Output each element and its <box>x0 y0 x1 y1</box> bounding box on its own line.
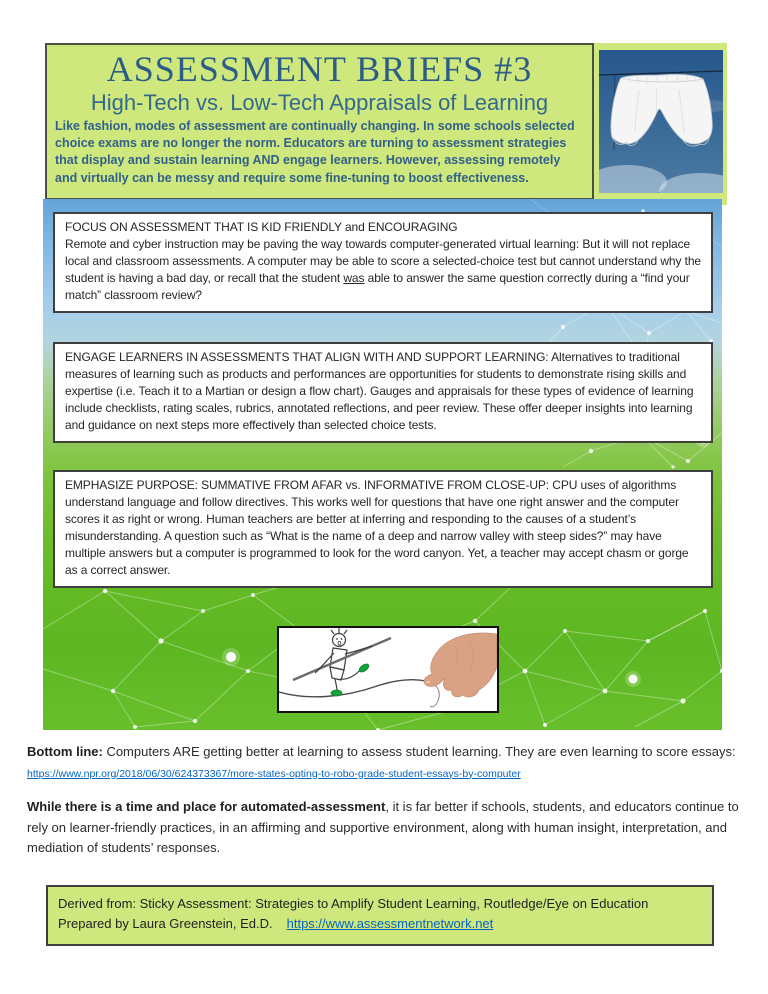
tightrope-drawing <box>279 628 497 711</box>
emphasize-box <box>53 470 713 588</box>
credits-box <box>46 885 714 946</box>
bloomers-photo-frame <box>594 43 727 205</box>
focus-box-underlined-word: was <box>343 271 365 285</box>
assessment-network-link[interactable]: https://www.assessmentnetwork.net <box>286 915 494 931</box>
closing-paragraph <box>27 797 741 859</box>
bottom-line-lead: Bottom line: <box>27 744 103 759</box>
engage-box <box>53 342 713 443</box>
page-subtitle: High-Tech vs. Low-Tech Appraisals of Learning <box>90 89 549 115</box>
focus-box-text-end: able to answer the same question correctly during a “find your match” classroom review? <box>65 271 690 302</box>
focus-box-heading: FOCUS ON ASSESSMENT THAT IS KID FRIENDLY and ENCOURAGING <box>65 220 458 234</box>
closing-text: , it is far better if schools, students, and educators continue to rely on learner-friendly practices, in an affirming and supportive environment, along with human insight, interpretation, and mediation of students’ responses. <box>27 799 739 856</box>
background-band <box>43 199 722 730</box>
tightrope-illustration <box>277 626 499 713</box>
pinching-hand <box>424 633 497 697</box>
npr-article-link[interactable]: https://www.npr.org/2018/06/30/624373367/more-states-opting-to-robo-grade-student-essays-by-computer <box>27 767 521 780</box>
focus-box <box>53 212 713 313</box>
header-intro: Like fashion, modes of assessment are continually changing. In some schools selected choice exams are no longer the norm. Educators are turning to assessment strategies that display and sustain learning AND engage learners. However, assessing remotely and virtually can be messy and require some fine-tuning to boost effectiveness. <box>55 118 575 185</box>
focus-box-body <box>65 236 701 304</box>
header-banner <box>45 43 594 200</box>
focus-box-text: Remote and cyber instruction may be paving the way towards computer-generated virtual learning: But it will not replace local and classroom assessments. A computer may be able to score a selected-choice test but cannot understand why the student is having a bad day, or recall that the student <box>65 237 701 285</box>
emphasize-box-body: EMPHASIZE PURPOSE: SUMMATIVE FROM AFAR vs. INFORMATIVE FROM CLOSE-UP: CPU uses of algorithms understand language and follow directives. This works well for questions that have one right answer and the computer scores it as right or wrong. Human teachers are better at inferring and responding to the causes of a student’s misunderstanding. A question such as “What is the name of a deep and narrow valley with steep sides?” may have multiple answers but a computer is programmed to look for the word canyon. Yet, a teacher may accept chasm or gorge as a correct answer. <box>65 478 689 577</box>
bottom-line-paragraph <box>27 742 741 783</box>
engage-box-body: ENGAGE LEARNERS IN ASSESSMENTS THAT ALIGN WITH AND SUPPORT LEARNING: Alternatives to traditional measures of learning such as products and performances are opportunities for students to demonstrate rising skills and expertise (i.e. Teach it to a Martian or design a flow chart). Gauges and appraisals for these types of evidence of learning include checklists, rating scales, rubrics, annotated reflections, and peer review. These offer deeper insights into learning and guidance on next steps more effectively than selected choice tests. <box>65 350 694 432</box>
credits-line1: Derived from: Sticky Assessment: Strategies to Amplify Student Learning, Routledge/Eye on Education <box>58 896 649 911</box>
bloomers-photo <box>599 50 723 193</box>
credits-line2 <box>58 914 702 934</box>
page-title: ASSESSMENT BRIEFS #3 <box>106 49 533 89</box>
credits-prepared-by: Prepared by Laura Greenstein, Ed.D. <box>58 915 273 931</box>
closing-lead: While there is a time and place for automated-assessment <box>27 799 386 814</box>
bottom-line-text: Computers ARE getting better at learning to assess student learning. They are even learning to score essays: <box>102 744 736 759</box>
